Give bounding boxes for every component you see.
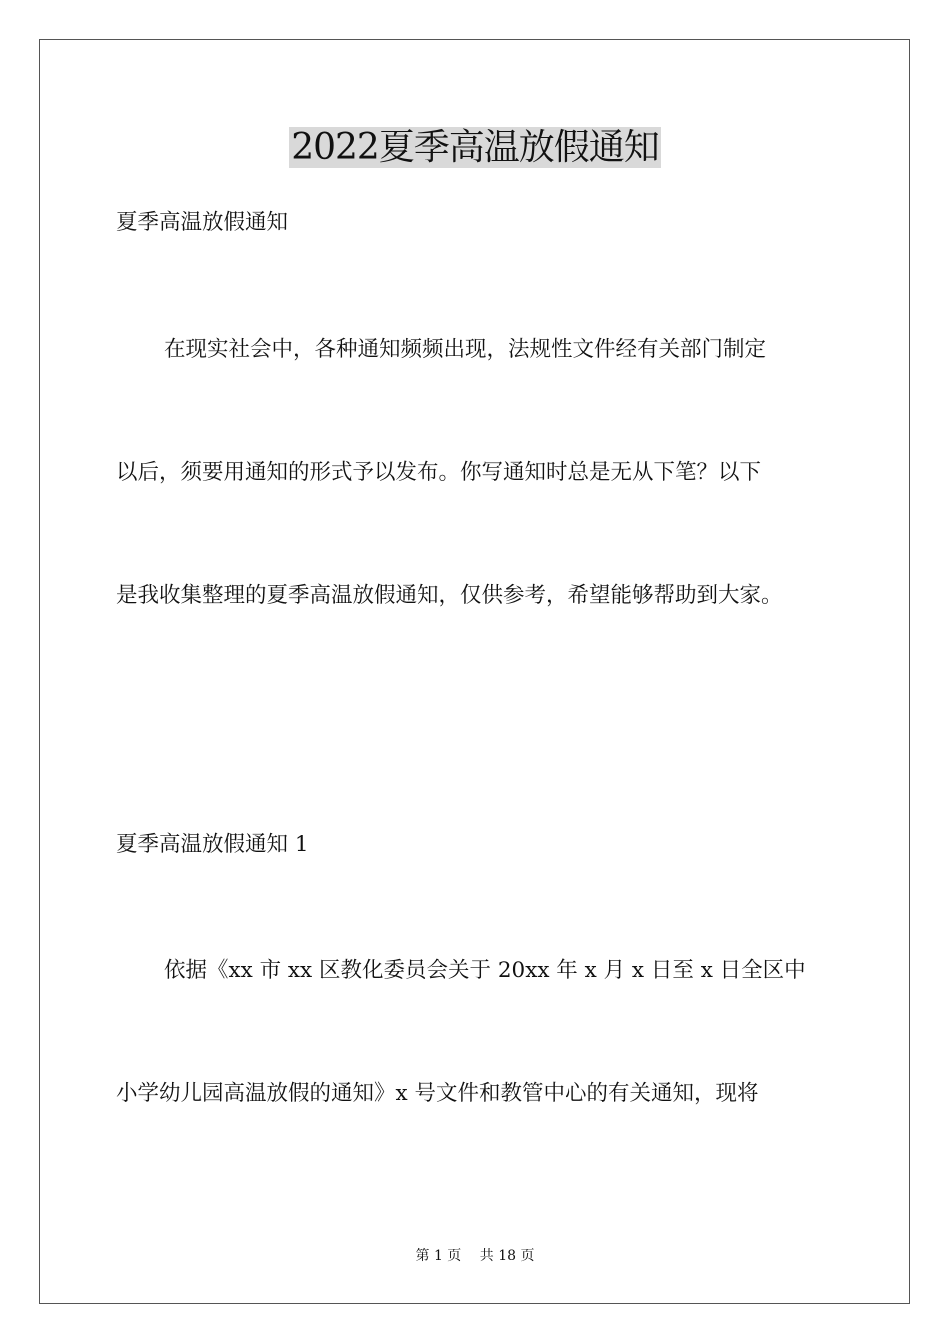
document-title	[0, 126, 950, 170]
paragraph-line: 以后，须要用通知的形式予以发布。你写通知时总是无从下笔？以下	[116, 460, 762, 485]
paragraph-line: 依据《xx 市 xx 区教化委员会关于 20xx 年 x 月 x 日至 x 日全区中	[164, 958, 806, 983]
page-footer	[0, 1247, 950, 1265]
paragraph-line: 是我收集整理的夏季高温放假通知，仅供参考，希望能够帮助到大家。	[116, 583, 783, 608]
section-heading: 夏季高温放假通知 1	[116, 832, 309, 857]
page-number: 第 1 页	[415, 1248, 462, 1264]
page-total: 共 18 页	[479, 1248, 535, 1264]
document-subtitle: 夏季高温放假通知	[116, 210, 289, 235]
paragraph-line: 在现实社会中，各种通知频频出现，法规性文件经有关部门制定	[164, 337, 767, 362]
document-title-text: 2022夏季高温放假通知	[291, 127, 659, 168]
paragraph-line: 小学幼儿园高温放假的通知》x 号文件和教管中心的有关通知，现将	[116, 1081, 759, 1106]
